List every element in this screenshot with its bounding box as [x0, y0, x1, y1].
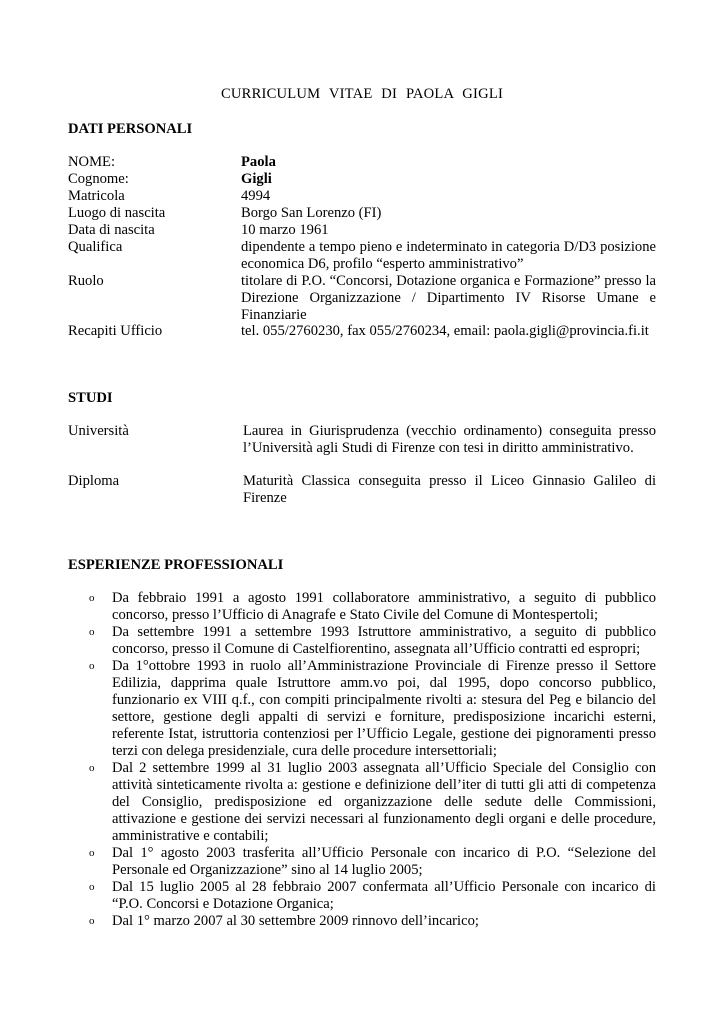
list-item [68, 624, 656, 658]
field-label: NOME: [68, 154, 116, 170]
field-value: Paola [241, 154, 276, 170]
field-label: Matricola [68, 188, 125, 204]
document-title: CURRICULUM VITAE DI PAOLA GIGLI [220, 86, 504, 102]
list-item-text: Dal 2 settembre 1999 al 31 luglio 2003 assegnata all’Ufficio Speciale del Consiglio con attività sinteticamente rivolta a: gestione e definizione dell’iter di tutti gli atti di competenza del Consiglio, predisposizione ed organizzazione delle sedute delle Commissioni, attivazione e gestione dei servizi necessari al funzionamento degli organi e delle procedure, amministrative e contabili; [112, 760, 656, 844]
list-item [68, 913, 656, 930]
bullet-circle-icon: o [89, 881, 95, 893]
field-label: Ruolo [68, 273, 104, 289]
list-item-text: Da settembre 1991 a settembre 1993 Istruttore amministrativo, a seguito di pubblico concorso, presso il Comune di Castelfiorentino, assegnata all’Ufficio contratti ed espropri; [112, 624, 656, 657]
bullet-circle-icon: o [89, 847, 95, 859]
list-item-text: Da 1°ottobre 1993 in ruolo all’Amministrazione Provinciale di Firenze presso il Settore Edilizia, dapprima quale Istruttore amm.vo poi, dal 1995, dopo concorso pubblico, funzionario ex VIII q.f., con compiti principalmente rivolti a: stesura del Peg e bilancio del settore, gestione degli appalti di servizi e forniture, predisposizione incarichi esterni, referente Istat, istruttoria contenziosi per l’Ufficio Legale, gestione dei pignoramenti presso terzi con delega presidenziale, cura delle procedure intersettoriali; [112, 658, 656, 759]
list-item [68, 879, 656, 913]
field-value: Gigli [241, 171, 272, 187]
list-item [68, 760, 656, 845]
list-item [68, 658, 656, 760]
bullet-circle-icon: o [89, 660, 95, 672]
field-label: Diploma [68, 473, 120, 489]
field-value: tel. 055/2760230, fax 055/2760234, email: paola.gigli@provincia.fi.it [241, 323, 649, 339]
list-item-text: Dal 15 luglio 2005 al 28 febbraio 2007 confermata all’Ufficio Personale con incarico di “P.O. Concorsi e Dotazione Organica; [112, 879, 656, 912]
field-label: Cognome: [68, 171, 129, 187]
section-heading-dati-personali: DATI PERSONALI [68, 121, 193, 137]
list-item-text: Dal 1° agosto 2003 trasferita all’Ufficio Personale con incarico di P.O. “Selezione del Personale ed Organizzazione” sino al 14 luglio 2005; [112, 845, 656, 878]
list-item-text: Da febbraio 1991 a agosto 1991 collaboratore amministrativo, a seguito di pubblico concorso, presso l’Ufficio di Anagrafe e Stato Civile del Comune di Montespertoli; [112, 590, 656, 623]
list-item-text: Dal 1° marzo 2007 al 30 settembre 2009 rinnovo dell’incarico; [112, 913, 479, 929]
list-item [68, 845, 656, 879]
field-value: titolare di P.O. “Concorsi, Dotazione organica e Formazione” presso la Direzione Organizzazione / Dipartimento IV Risorse Umane e Finanziarie [241, 273, 656, 323]
experience-list [68, 590, 656, 930]
section-heading-studi: STUDI [68, 390, 113, 406]
bullet-circle-icon: o [89, 915, 95, 927]
field-value: dipendente a tempo pieno e indeterminato in categoria D/D3 posizione economica D6, profilo “esperto amministrativo” [241, 239, 656, 272]
field-label: Qualifica [68, 239, 123, 255]
field-value: 4994 [241, 188, 271, 204]
field-label: Università [68, 423, 129, 439]
field-label: Data di nascita [68, 222, 155, 238]
field-label: Luogo di nascita [68, 205, 166, 221]
bullet-circle-icon: o [89, 626, 95, 638]
field-value: Laurea in Giurisprudenza (vecchio ordinamento) conseguita presso l’Università agli Studi di Firenze con tesi in diritto amministrativo. [243, 423, 656, 456]
list-item [68, 590, 656, 624]
field-value: Borgo San Lorenzo (FI) [241, 205, 382, 221]
field-value: 10 marzo 1961 [241, 222, 329, 238]
bullet-circle-icon: o [89, 762, 95, 774]
bullet-circle-icon: o [89, 592, 95, 604]
section-heading-esperienze: ESPERIENZE PROFESSIONALI [68, 557, 284, 573]
field-value: Maturità Classica conseguita presso il Liceo Ginnasio Galileo di Firenze [243, 473, 656, 506]
field-label: Recapiti Ufficio [68, 323, 163, 339]
